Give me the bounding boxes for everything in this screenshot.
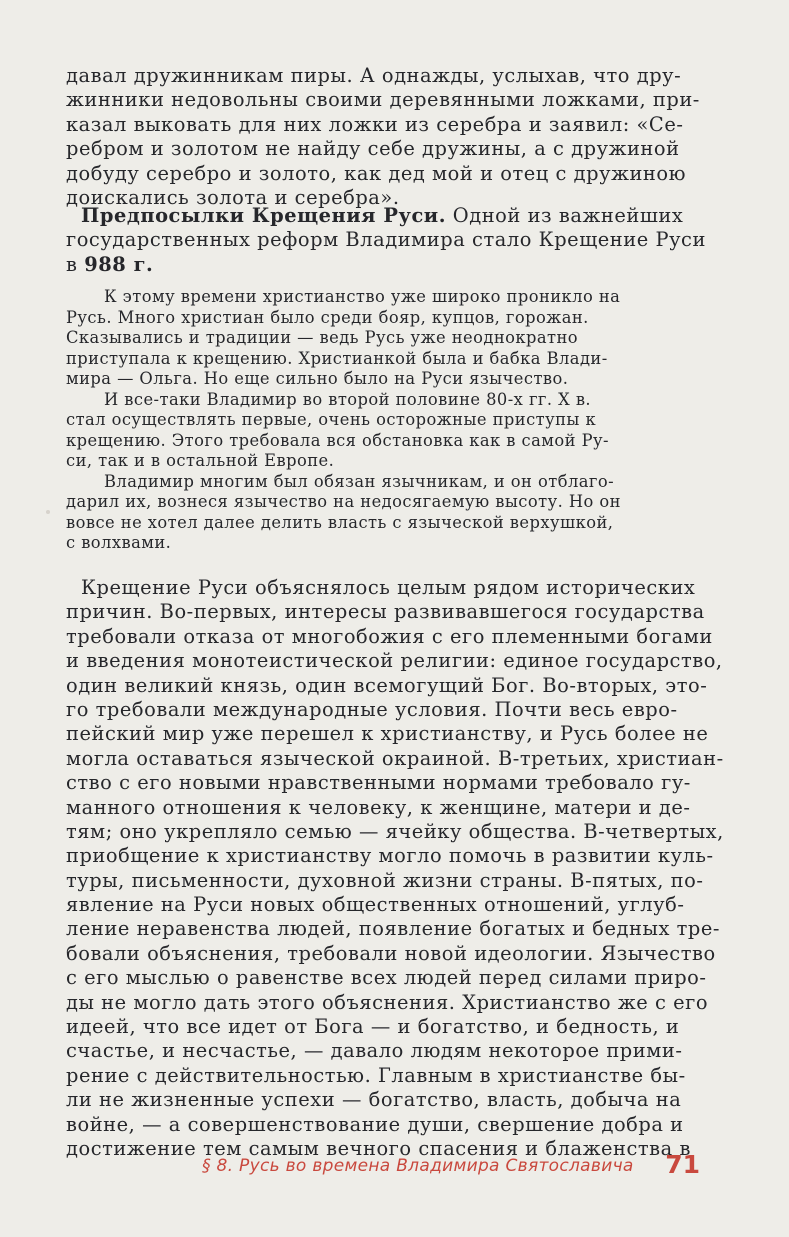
section-paragraph bbox=[66, 204, 706, 277]
text-line: один великий князь, один всемогущий Бог. Во-вторых, это- bbox=[66, 673, 708, 697]
text-line: Крещение Руси объяснялось целым рядом исторических bbox=[81, 576, 696, 599]
text-line: К этому времени христианство уже широко проникло на bbox=[104, 287, 621, 306]
section-text: Одной из важнейших bbox=[446, 204, 684, 227]
text-line: крещению. Этого требовала вся обстановка как в самой Ру- bbox=[66, 430, 609, 450]
text-line bbox=[66, 253, 702, 277]
year-highlight: 988 г. bbox=[84, 252, 154, 276]
text-line: го требовали международные условия. Почти весь евро- bbox=[66, 697, 678, 721]
text-line: ление неравенства людей, появление богатых и бедных тре- bbox=[66, 917, 721, 941]
text-line: дарил их, вознеся язычество на недосягаемую высоту. Но он bbox=[66, 492, 621, 511]
insert-text bbox=[66, 287, 702, 554]
text-line: казал выковать для них ложки из серебра и заявил: «Се- bbox=[66, 112, 684, 136]
text-line: явление на Руси новых общественных отношений, углуб- bbox=[66, 893, 685, 917]
text-line: идеей, что все идет от Бога — и богатство, и бедность, и bbox=[66, 1015, 680, 1039]
text-line: вовсе не хотел далее делить власть с языческой верхушкой, bbox=[66, 512, 614, 532]
text-line: манного отношения к человеку, к женщине, матери и де- bbox=[66, 795, 691, 819]
text-line: И все-таки Владимир во второй половине 80-х гг. X в. bbox=[104, 389, 592, 409]
text-line: ды не могло дать этого объяснения. Христианство же с его bbox=[66, 990, 709, 1014]
paragraph-main bbox=[66, 576, 724, 1161]
text-line: государственных реформ Владимира стало Крещение Руси bbox=[66, 228, 706, 252]
text-line: с его мыслью о равенстве всех людей перед силами приро- bbox=[66, 966, 707, 990]
text-line: ли не жизненные успехи — богатство, власть, добыча на bbox=[66, 1088, 682, 1112]
section-heading: Предпосылки Крещения Руси. bbox=[81, 204, 447, 227]
text-line: приобщение к христианству могло помочь в развитии куль- bbox=[66, 844, 714, 868]
paper-speck bbox=[46, 510, 50, 514]
text-line: давал дружинникам пиры. А однажды, услыхав, что дру- bbox=[66, 64, 682, 87]
text-line: и введения монотеистической религии: единое государство, bbox=[66, 649, 723, 673]
running-title: § 8. Русь во времена Владимира Святославича bbox=[202, 1156, 634, 1176]
text-line: рение с действительностью. Главным в христианстве бы- bbox=[66, 1063, 686, 1087]
text-line: тям; оно укрепляло семью — ячейку общества. В-четвертых, bbox=[66, 819, 724, 843]
text-line: могла оставаться языческой окраиной. В-третьих, христиан- bbox=[66, 746, 724, 770]
text-line: приступала к крещению. Христианкой была и бабка Влади- bbox=[66, 348, 608, 368]
text-line: пейский мир уже перешел к христианству, и Русь более не bbox=[66, 722, 709, 746]
text-line: доискались золота и серебра». bbox=[66, 185, 400, 209]
text-line: Русь. Много христиан было среди бояр, купцов, горожан. bbox=[66, 307, 589, 327]
page-number: 71 bbox=[665, 1150, 700, 1179]
text-line: требовали отказа от многобожия с его племенными богами bbox=[66, 624, 713, 648]
text-line: войне, — а совершенствование души, свершение добра и bbox=[66, 1112, 684, 1136]
text-line: счастье, и несчастье, — давало людям некоторое прими- bbox=[66, 1039, 683, 1063]
text-line: ребром и золотом не найду себе дружины, а с дружиной bbox=[66, 137, 680, 161]
paragraph-top bbox=[66, 64, 702, 210]
text-line: мира — Ольга. Но еще сильно было на Руси язычество. bbox=[66, 369, 569, 388]
text-line: туры, письменности, духовной жизни страны. В-пятых, по- bbox=[66, 868, 704, 892]
text-line: стал осуществлять первые, очень осторожные приступы к bbox=[66, 410, 597, 429]
text-line: достижение тем самым вечного спасения и блаженства в bbox=[66, 1136, 691, 1160]
page-footer bbox=[202, 1150, 702, 1180]
text-line: ство с его новыми нравственными нормами требовало гу- bbox=[66, 771, 691, 795]
text-line: жинники недовольны своими деревянными ложками, при- bbox=[66, 88, 700, 112]
text-line: с волхвами. bbox=[66, 533, 172, 552]
section-text: в bbox=[66, 252, 85, 276]
text-line: си, так и в остальной Европе. bbox=[66, 451, 335, 470]
text-line bbox=[66, 204, 702, 228]
text-line: причин. Во-первых, интересы развивавшегося государства bbox=[66, 600, 705, 624]
text-line: добуду серебро и золото, как дед мой и отец с дружиною bbox=[66, 161, 687, 185]
text-line: Владимир многим был обязан язычникам, и он отблаго- bbox=[104, 471, 615, 491]
text-line: Сказывались и традиции — ведь Русь уже неоднократно bbox=[66, 328, 579, 347]
text-line: бовали объяснения, требовали новой идеологии. Язычество bbox=[66, 941, 716, 965]
